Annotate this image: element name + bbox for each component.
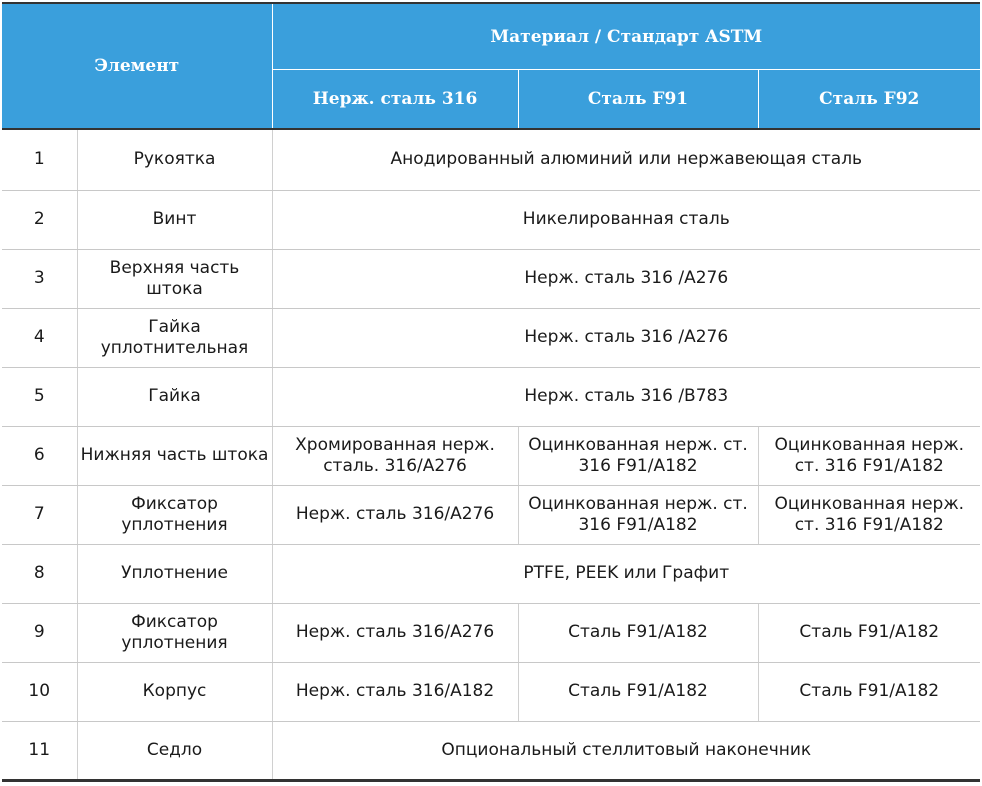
row-material-ss316: Нерж. сталь 316/A276 xyxy=(272,603,518,662)
table-row xyxy=(2,426,980,485)
row-element: Корпус xyxy=(77,662,272,721)
row-number: 2 xyxy=(2,190,77,249)
table-row xyxy=(2,603,980,662)
row-number: 10 xyxy=(2,662,77,721)
row-material-merged: PTFE, PEEK или Графит xyxy=(272,544,980,603)
row-material-merged: Никелированная сталь xyxy=(272,190,980,249)
table-row xyxy=(2,308,980,367)
row-material-ss316: Нерж. сталь 316/A182 xyxy=(272,662,518,721)
row-element: Нижняя часть штока xyxy=(77,426,272,485)
row-material-f91: Оцинкованная нерж. ст. 316 F91/A182 xyxy=(518,426,758,485)
table-row xyxy=(2,721,980,780)
row-element: Гайка уплотнительная xyxy=(77,308,272,367)
row-material-f92: Оцинкованная нерж. ст. 316 F91/A182 xyxy=(758,485,980,544)
header-element: Элемент xyxy=(2,3,272,129)
row-element: Гайка xyxy=(77,367,272,426)
row-material-merged: Опциональный стеллитовый наконечник xyxy=(272,721,980,780)
row-element: Верхняя часть штока xyxy=(77,249,272,308)
table-row xyxy=(2,544,980,603)
row-element: Фиксатор уплотнения xyxy=(77,603,272,662)
row-number: 6 xyxy=(2,426,77,485)
table-row xyxy=(2,190,980,249)
row-material-ss316: Хромированная нерж. сталь. 316/A276 xyxy=(272,426,518,485)
row-material-f92: Оцинкованная нерж. ст. 316 F91/A182 xyxy=(758,426,980,485)
row-material-f92: Сталь F91/A182 xyxy=(758,662,980,721)
row-material-f91: Сталь F91/A182 xyxy=(518,603,758,662)
row-element: Фиксатор уплотнения xyxy=(77,485,272,544)
table-header xyxy=(2,3,980,129)
row-number: 4 xyxy=(2,308,77,367)
table-row xyxy=(2,662,980,721)
materials-table xyxy=(2,2,980,782)
row-element: Рукоятка xyxy=(77,129,272,190)
header-material-standard: Материал / Стандарт ASTM xyxy=(272,3,980,70)
header-col-f91: Сталь F91 xyxy=(518,70,758,130)
row-number: 3 xyxy=(2,249,77,308)
row-number: 1 xyxy=(2,129,77,190)
row-material-f92: Сталь F91/A182 xyxy=(758,603,980,662)
row-number: 7 xyxy=(2,485,77,544)
row-material-merged: Нерж. сталь 316 /A276 xyxy=(272,249,980,308)
row-element: Уплотнение xyxy=(77,544,272,603)
row-material-merged: Нерж. сталь 316 /A276 xyxy=(272,308,980,367)
row-material-merged: Анодированный алюминий или нержавеющая сталь xyxy=(272,129,980,190)
row-material-f91: Оцинкованная нерж. ст. 316 F91/A182 xyxy=(518,485,758,544)
table-row xyxy=(2,129,980,190)
row-element: Седло xyxy=(77,721,272,780)
row-material-ss316: Нерж. сталь 316/A276 xyxy=(272,485,518,544)
table-row xyxy=(2,367,980,426)
row-number: 8 xyxy=(2,544,77,603)
row-number: 11 xyxy=(28,739,51,760)
table-row xyxy=(2,485,980,544)
row-number: 9 xyxy=(2,603,77,662)
table-body xyxy=(2,129,980,780)
table-row xyxy=(2,249,980,308)
header-col-f92: Сталь F92 xyxy=(758,70,980,130)
row-number: 5 xyxy=(2,367,77,426)
row-material-f91: Сталь F91/A182 xyxy=(518,662,758,721)
row-material-merged: Нерж. сталь 316 /B783 xyxy=(272,367,980,426)
header-col-ss316: Нерж. сталь 316 xyxy=(272,70,518,130)
row-element: Винт xyxy=(77,190,272,249)
